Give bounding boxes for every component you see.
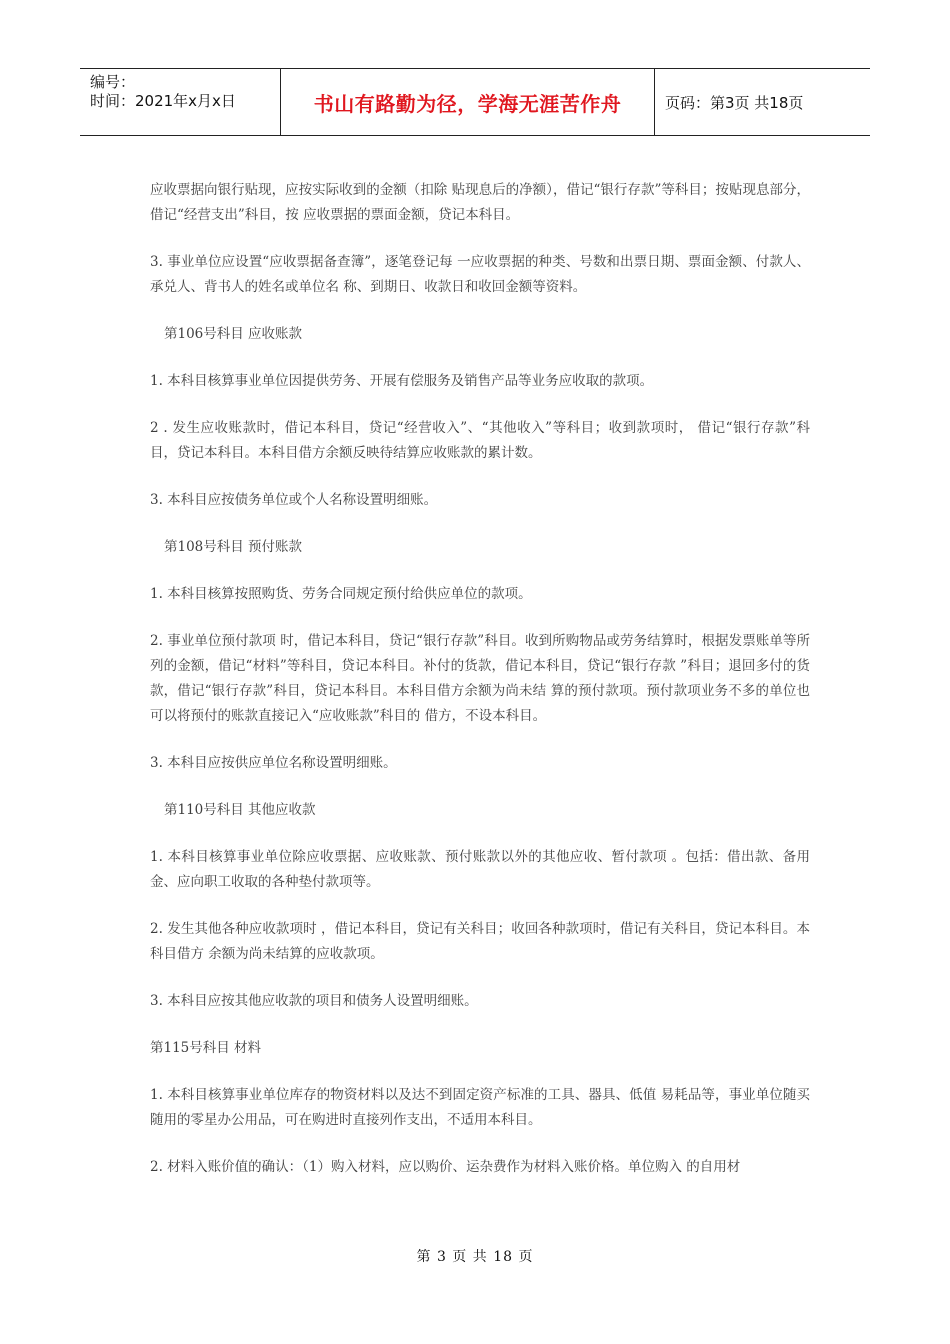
body-paragraph: 3. 事业单位应设置“应收票据备查簿”，逐笔登记每 一应收票据的种类、号数和出票日期、票面金额、付款人、承兑人、背书人的姓名或单位名 称、到期日、收款日和收回金额等资料。: [150, 254, 810, 295]
section-heading-106: 第106号科目 应收账款: [164, 326, 303, 342]
footer-page-number: 第 3 页 共 18 页: [416, 1249, 534, 1265]
section-heading-110: 第110号科目 其他应收款: [164, 802, 316, 818]
header-meta-cell: [80, 69, 281, 135]
document-number-label: 编号：: [90, 73, 136, 91]
body-paragraph: 3. 本科目应按债务单位或个人名称设置明细账。: [150, 492, 438, 508]
header-motto: 书山有路勤为径，学海无涯苦作舟: [313, 91, 622, 116]
body-paragraph: 2. 事业单位预付款项 时，借记本科目，贷记“银行存款”科目。收到所购物品或劳务结算时，根据发票账单等所 列的金额，借记“材料”等科目，贷记本科目。补付的货款，借记本科目，贷记“银行存款 ”科目；退回多付的货款，借记“银行存款”科目，贷记本科目。本科目借方余额为尚未结 算的预付款项。预付款项业务不多的单位也可以将预付的账款直接记入“应收账款”科目的 借方，不设本科目。: [150, 633, 810, 724]
body-paragraph: 1. 本科目核算事业单位除应收票据、应收账款、预付账款以外的其他应收、暂付款项 。包括：借出款、备用金、应向职工收取的各种垫付款项等。: [150, 849, 810, 890]
body-paragraph: 1. 本科目核算事业单位库存的物资材料以及达不到固定资产标准的工具、器具、低值 易耗品等，事业单位随买随用的零星办公用品，可在购进时直接列作支出，不适用本科目。: [150, 1087, 810, 1128]
body-paragraph: 3. 本科目应按其他应收款的项目和债务人设置明细账。: [150, 993, 478, 1009]
page-header: [80, 68, 870, 136]
page-footer: [0, 1246, 950, 1266]
document-date-label: 时间：2021年x月x日: [90, 92, 236, 110]
body-paragraph: 1. 本科目核算事业单位因提供劳务、开展有偿服务及销售产品等业务应收取的款项。: [150, 373, 654, 389]
header-page-cell: [655, 69, 870, 135]
section-heading-108: 第108号科目 预付账款: [164, 539, 303, 555]
document-body: [150, 178, 810, 1202]
header-page-info: 页码：第3页 共18页: [665, 93, 804, 112]
body-paragraph: 3. 本科目应按供应单位名称设置明细账。: [150, 755, 397, 771]
body-paragraph: 2. 材料入账价值的确认：（1）购入材料，应以购价、运杂费作为材料入账价格。单位购入 的自用材: [150, 1159, 741, 1175]
body-paragraph: 1. 本科目核算按照购货、劳务合同规定预付给供应单位的款项。: [150, 586, 532, 602]
section-heading-115: 第115号科目 材料: [150, 1040, 262, 1056]
body-paragraph: 2. 发生其他各种应收款项时 ，借记本科目，贷记有关科目；收回各种款项时，借记有关科目，贷记本科目。本科目借方 余额为尚未结算的应收款项。: [150, 921, 810, 962]
body-paragraph: 应收票据向银行贴现，应按实际收到的金额（扣除 贴现息后的净额），借记“银行存款”等科目；按贴现息部分，借记“经营支出”科目，按 应收票据的票面金额，贷记本科目。: [150, 182, 810, 223]
body-paragraph: 2 . 发生应收账款时，借记本科目，贷记“经营收入”、“其他收入”等科目；收到款项时， 借记“银行存款”科目，贷记本科目。本科目借方余额反映待结算应收账款的累计数。: [150, 420, 810, 461]
header-motto-cell: [281, 69, 655, 135]
